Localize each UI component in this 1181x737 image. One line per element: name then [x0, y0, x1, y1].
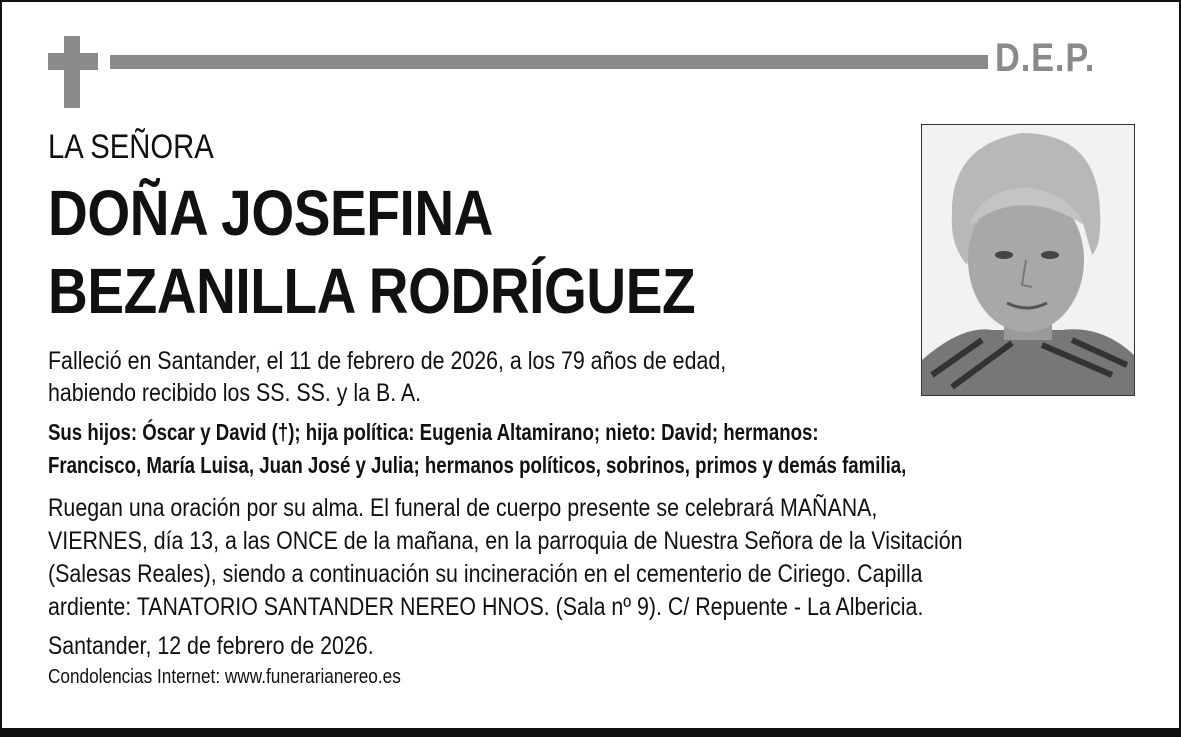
funeral-line-3: (Salesas Reales), siendo a continuación su incineración en el cementerio de Ciriego. Capilla — [48, 560, 923, 588]
portrait-image — [922, 125, 1134, 395]
dep-label: D.E.P. — [995, 36, 1096, 80]
header-rule — [110, 55, 988, 69]
cross-horizontal — [48, 53, 98, 70]
death-notice-line-1: Falleció en Santander, el 11 de febrero de 2026, a los 79 años de edad, — [48, 347, 727, 375]
family-line-2: Francisco, María Luisa, Juan José y Julia; hermanos políticos, sobrinos, primos y demás familia, — [48, 452, 907, 478]
condolences-link[interactable]: Condolencias Internet: www.funerarianereo.es — [48, 666, 401, 688]
funeral-line-4: ardiente: TANATORIO SANTANDER NEREO HNOS. (Sala nº 9). C/ Repuente - La Albericia. — [48, 593, 924, 621]
funeral-line-1: Ruegan una oración por su alma. El funeral de cuerpo presente se celebrará MAÑANA, — [48, 494, 878, 522]
deceased-name-line-2: BEZANILLA RODRÍGUEZ — [48, 255, 696, 327]
funeral-line-2: VIERNES, día 13, a las ONCE de la mañana, en la parroquia de Nuestra Señora de la Visitación — [48, 527, 963, 555]
intro-title: LA SEÑORA — [48, 128, 214, 166]
cross-vertical — [64, 36, 80, 108]
border-top — [0, 0, 1181, 2]
portrait-photo — [921, 124, 1135, 396]
border-bottom — [0, 728, 1181, 737]
deceased-name-line-1: DOÑA JOSEFINA — [48, 177, 493, 249]
family-line-1: Sus hijos: Óscar y David (†); hija política: Eugenia Altamirano; nieto: David; hermanos: — [48, 419, 819, 445]
death-notice-line-2: habiendo recibido los SS. SS. y la B. A. — [48, 379, 422, 407]
border-left — [0, 0, 2, 737]
place-date: Santander, 12 de febrero de 2026. — [48, 632, 374, 660]
